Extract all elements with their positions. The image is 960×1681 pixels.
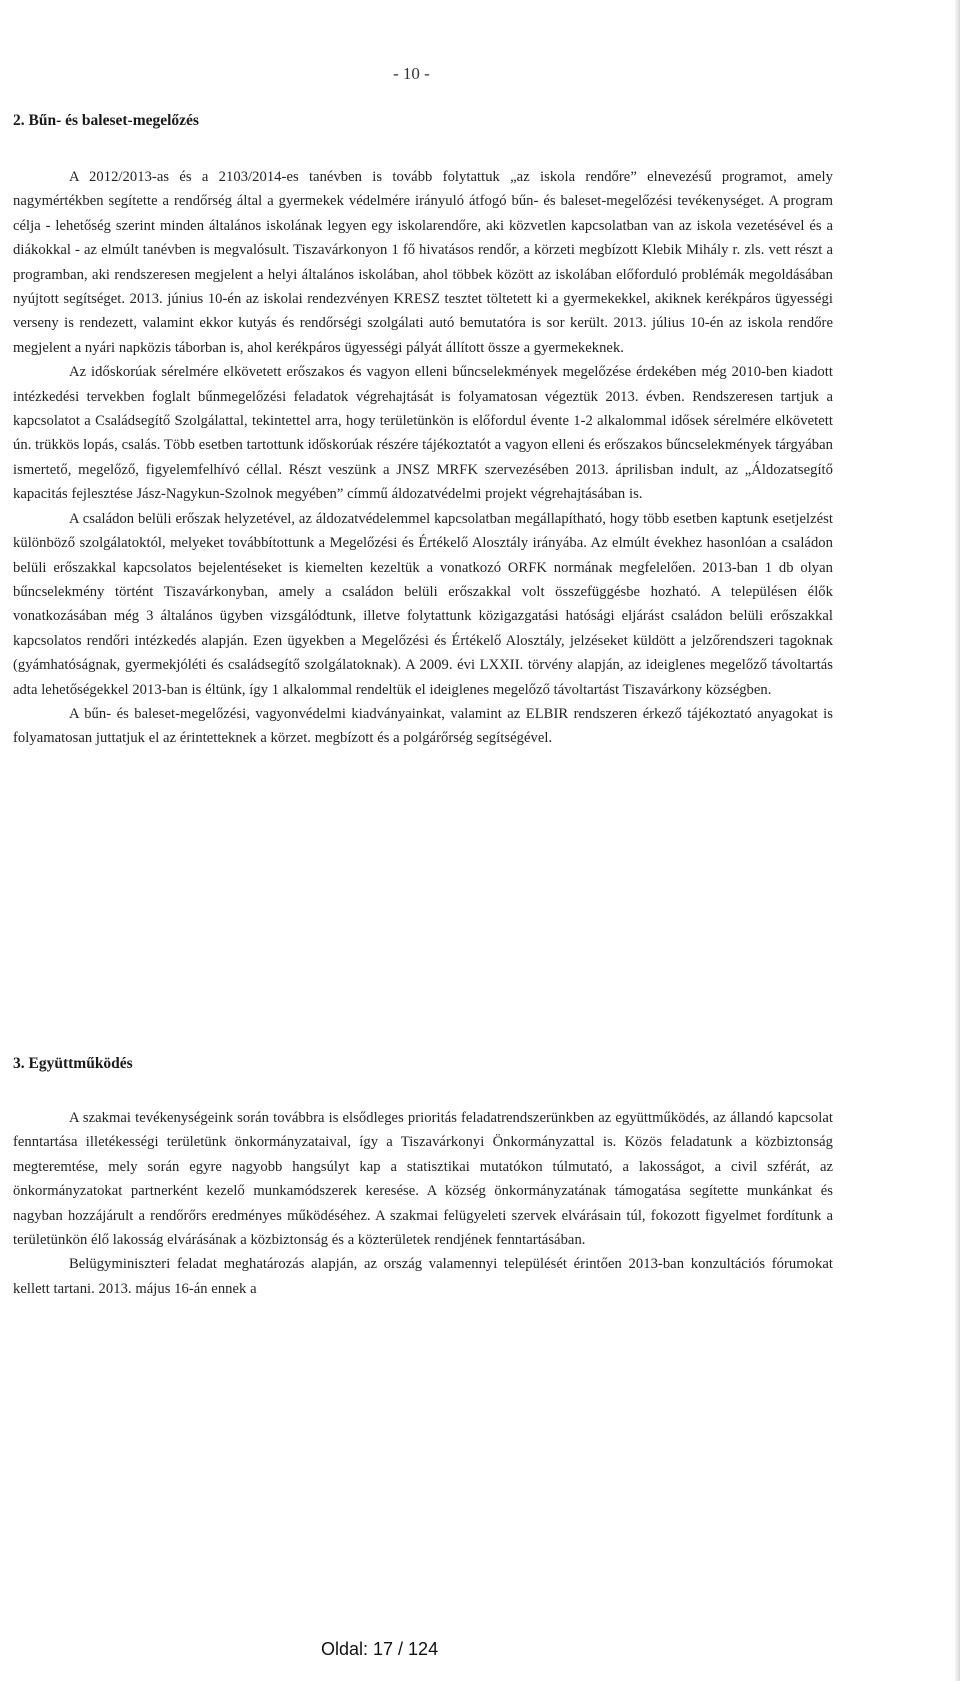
section-heading-crime-prevention: 2. Bűn- és baleset-megelőzés xyxy=(13,112,199,129)
paragraph: A szakmai tevékenységeink során továbbra is elsődleges prioritás feladatrendszerünkben az együttműködés, az állandó kapcsolat fenntartása illetékességi területünk önkormányzataival, így a Tiszavárkonyi Önkormányzattal is. Közös feladatunk a közbiztonság megteremtése, mely során egyre nagyobb hangsúlyt kap a statisztikai mutatókon túlmutató, a lakosságot, a civil szférát, az önkormányzatokat partnerként kezelő munkamódszerek keresése. A község önkormányzatának támogatása segítette munkánkat és nagyban hozzájárult a rendőrőrs eredményes működéséhez. A szakmai felügyeleti szervek elvárásain túl, fokozott figyelmet fordítunk a területünkön élő lakosság elvárásának a közbiztonság és a közterületek rendjének fenntartásában. xyxy=(13,1110,833,1249)
paragraph: Belügyminiszteri feladat meghatározás alapján, az ország valamennyi települését érintően 2013-ban konzultációs fórumokat kellett tartani. 2013. május 16-án ennek a xyxy=(13,1256,833,1297)
paragraph: A 2012/2013-as és a 2103/2014-es tanévben is tovább folytattuk „az iskola rendőre” elnevezésű programot, amely nagymértékben segítette a rendőrség által a gyermekek védelmére irányuló átfogó bűn- és baleset-megelőzési tevékenységet. A program célja - lehetőség szerint minden általános iskolának legyen egy iskolarendőre, aki közvetlen kapcsolatban van az iskola vezetésével és a diákokkal - az elmúlt tanévben is megvalósult. Tiszavárkonyon 1 fő hivatásos rendőr, a körzeti megbízott Klebik Mihály r. zls. vett részt a programban, aki rendszeresen megjelent a helyi általános iskolában, ahol többek között az iskolában előforduló problémák megoldásában nyújtott segítséget. 2013. június 10-én az iskolai rendezvényen KRESZ tesztet töltetett ki a gyermekekkel, akiknek kerékpáros ügyességi verseny is rendezett, valamint ekkor kutyás és rendőrségi szolgálati autó bemutatóra is sor került. 2013. július 10-én az iskola rendőre megjelent a nyári napközis táborban is, ahol kerékpáros ügyességi pályát állított össze a gyermekeknek. xyxy=(13,169,833,356)
page-number: - 10 - xyxy=(393,64,430,83)
page-footer: Oldal: 17 / 124 xyxy=(321,1639,439,1659)
section-body-cooperation xyxy=(13,1106,833,1301)
paragraph: A családon belüli erőszak helyzetével, az áldozatvédelemmel kapcsolatban megállapítható, hogy több esetben kaptunk esetjelzést különböző szolgálatoktól, melyeket továbbítottunk a Megelőzési és Értékelő Alosztály irányába. Az elmúlt évekhez hasonlóan a családon belüli erőszakkal kapcsolatos bejelentéseket is kiemelten kezeltük a vonatkozó ORFK normának megfelelően. 2013-ban 1 db olyan bűncselekmény történt Tiszavárkonyban, amely a családon belüli erőszakkal volt összefüggésbe hozható. A településen élők vonatkozásában még 3 általános ügyben vizsgálódtunk, illetve folytattunk közigazgatási hatósági eljárást családon belüli erőszakkal kapcsolatos rendőri intézkedés alapján. Ezen ügyekben a Megelőzési és Értékelő Alosztály, jelzéseket küldött a jelzőrendszeri tagoknak (gyámhatóságnak, gyermekjóléti és családsegítő szolgálatoknak). A 2009. évi LXXII. törvény alapján, az ideiglenes megelőző távoltartás adta lehetőségekkel 2013-ban is éltünk, így 1 alkalommal rendeltük el ideiglenes megelőző távoltartást Tiszavárkony községben. xyxy=(13,510,833,698)
paragraph: Az időskorúak sérelmére elkövetett erőszakos és vagyon elleni bűncselekmények megelőzése érdekében még 2010-ben kiadott intézkedési tervekben foglalt bűnmegelőzési feladatok végrehajtását is folyamatosan végeztük 2013. évben. Rendszeresen tartjuk a kapcsolatot a Családsegítő Szolgálattal, tekintettel arra, hogy területünkön is előfordul évente 1-2 alkalommal idősek sérelmére elkövetett ún. trükkös lopás, csalás. Több esetben tartottunk időskorúak részére tájékoztatót a vagyon elleni és erőszakos bűncselekmények tárgyában ismertető, megelőző, figyelemfelhívó céllal. Részt veszünk a JNSZ MRFK szervezésében 2013. áprilisban indult, az „Áldozatsegítő kapacitás fejlesztése Jász-Nagykun-Szolnok megyében” címmű áldozatvédelmi projekt végrehajtásában is. xyxy=(13,364,833,503)
section-heading-cooperation: 3. Együttműködés xyxy=(13,1055,133,1072)
scan-edge-shadow xyxy=(954,0,960,1681)
paragraph: A bűn- és baleset-megelőzési, vagyonvédelmi kiadványainkat, valamint az ELBIR rendszeren érkező tájékoztató anyagokat is folyamatosan juttatjuk el az érintetteknek a körzet. megbízott és a polgárőrség segítségével. xyxy=(13,705,833,747)
section-body-crime-prevention xyxy=(13,165,833,751)
